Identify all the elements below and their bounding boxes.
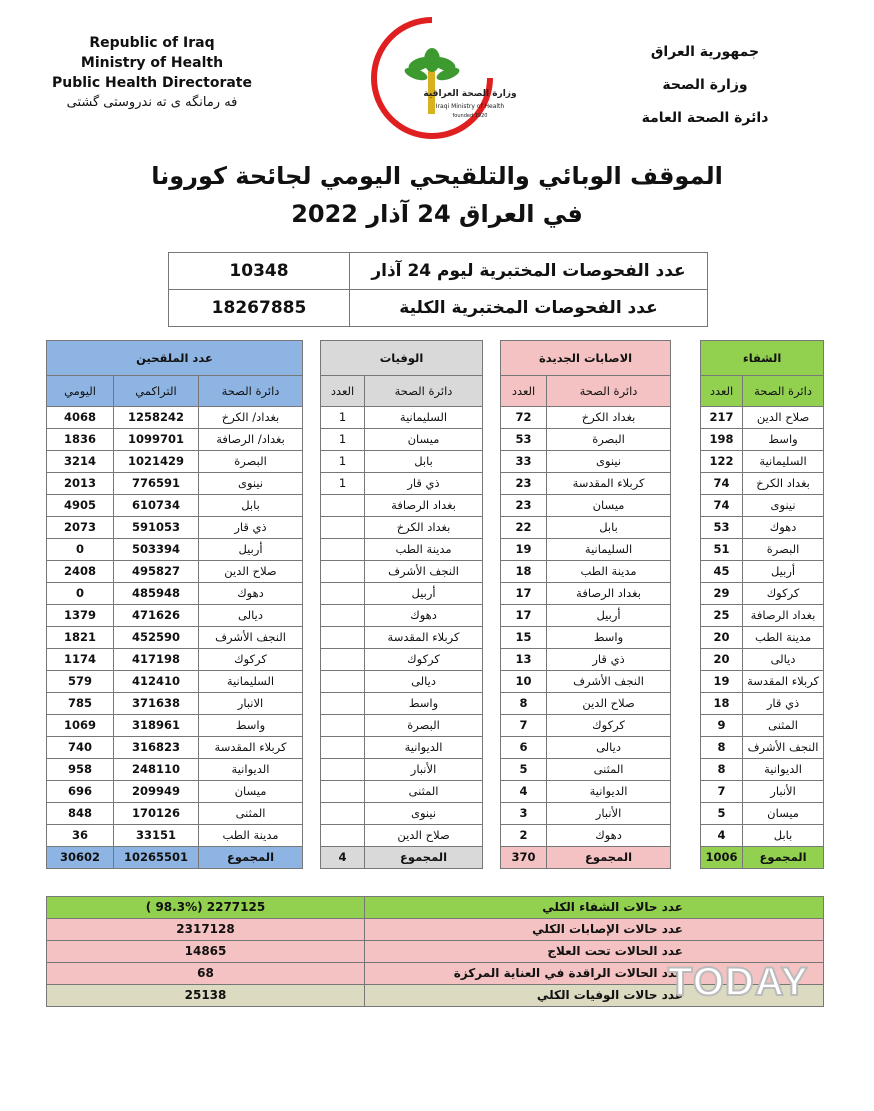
new-cases-dept-cell: أربيل (547, 605, 671, 627)
new-cases-section-title: الاصابات الجديدة (501, 341, 671, 376)
new-cases-count-cell: 17 (501, 583, 547, 605)
vaccinated-total-cumulative: 10265501 (114, 847, 199, 869)
deaths-dept-cell: دهوك (365, 605, 483, 627)
new-cases-count-cell: 7 (501, 715, 547, 737)
recovery-dept-cell: أربيل (743, 561, 824, 583)
header-left-line-1: Republic of Iraq (89, 35, 215, 51)
table-row (47, 583, 824, 605)
vaccinated-dept-cell: المثنى (199, 803, 303, 825)
vaccinated-daily-cell: 696 (47, 781, 114, 803)
deaths-count-cell (321, 671, 365, 693)
new-cases-dept-cell: كربلاء المقدسة (547, 473, 671, 495)
report-title: الموقف الوبائي والتلقيحي اليومي لجائحة كورونا (151, 162, 723, 190)
vaccinated-dept-cell: السليمانية (199, 671, 303, 693)
vaccinated-col-daily: اليومي (47, 376, 114, 407)
recovery-count-cell: 8 (701, 737, 743, 759)
new-cases-dept-cell: واسط (547, 627, 671, 649)
recovery-col-count: العدد (701, 376, 743, 407)
new-cases-count-cell: 13 (501, 649, 547, 671)
table-row (47, 759, 824, 781)
summary-label: عدد حالات الشفاء الكلي (365, 897, 824, 919)
new-cases-count-cell: 22 (501, 517, 547, 539)
vaccinated-col-dept: دائرة الصحة (199, 376, 303, 407)
deaths-section-title: الوفيات (321, 341, 483, 376)
vaccinated-daily-cell: 1174 (47, 649, 114, 671)
table-row (47, 429, 824, 451)
main-statistics-table (46, 340, 824, 869)
recovery-dept-cell: بغداد الكرخ (743, 473, 824, 495)
new-cases-dept-cell: صلاح الدين (547, 693, 671, 715)
deaths-col-count: العدد (321, 376, 365, 407)
new-cases-total-label: المجموع (547, 847, 671, 869)
total-tests-row (169, 290, 708, 327)
vaccinated-daily-cell: 2073 (47, 517, 114, 539)
vaccinated-col-cumulative: التراكمي (114, 376, 199, 407)
new-cases-dept-cell: نينوى (547, 451, 671, 473)
new-cases-dept-cell: مدينة الطب (547, 561, 671, 583)
new-cases-count-cell: 33 (501, 451, 547, 473)
vaccinated-cumulative-cell: 452590 (114, 627, 199, 649)
deaths-dept-cell: البصرة (365, 715, 483, 737)
new-cases-count-cell: 5 (501, 759, 547, 781)
summary-value: 68 (47, 963, 365, 985)
recovery-dept-cell: الديوانية (743, 759, 824, 781)
deaths-dept-cell: الأنبار (365, 759, 483, 781)
recovery-count-cell: 74 (701, 473, 743, 495)
deaths-dept-cell: كربلاء المقدسة (365, 627, 483, 649)
vaccinated-daily-cell: 785 (47, 693, 114, 715)
table-row (47, 715, 824, 737)
vaccinated-cumulative-cell: 776591 (114, 473, 199, 495)
vaccinated-daily-cell: 2408 (47, 561, 114, 583)
vaccinated-cumulative-cell: 318961 (114, 715, 199, 737)
vaccinated-dept-cell: كركوك (199, 649, 303, 671)
table-row (47, 561, 824, 583)
deaths-dept-cell: النجف الأشرف (365, 561, 483, 583)
vaccinated-dept-cell: ذي قار (199, 517, 303, 539)
deaths-count-cell (321, 583, 365, 605)
vaccinated-cumulative-cell: 485948 (114, 583, 199, 605)
new-cases-count-cell: 4 (501, 781, 547, 803)
vaccinated-daily-cell: 4068 (47, 407, 114, 429)
recovery-dept-cell: المثنى (743, 715, 824, 737)
new-cases-col-dept: دائرة الصحة (547, 376, 671, 407)
deaths-dept-cell: كركوك (365, 649, 483, 671)
deaths-dept-cell: بغداد الكرخ (365, 517, 483, 539)
totals-row (47, 847, 824, 869)
vaccinated-section-title: عدد الملقحين (47, 341, 303, 376)
recovery-dept-cell: السليمانية (743, 451, 824, 473)
recovery-count-cell: 53 (701, 517, 743, 539)
new-cases-count-cell: 15 (501, 627, 547, 649)
table-row (47, 671, 824, 693)
vaccinated-dept-cell: واسط (199, 715, 303, 737)
new-cases-dept-cell: الديوانية (547, 781, 671, 803)
recovery-count-cell: 45 (701, 561, 743, 583)
vaccinated-daily-cell: 3214 (47, 451, 114, 473)
vaccinated-dept-cell: كربلاء المقدسة (199, 737, 303, 759)
deaths-count-cell (321, 539, 365, 561)
table-row (47, 407, 824, 429)
summary-label: عدد الحالات تحت العلاج (365, 941, 824, 963)
deaths-dept-cell: السليمانية (365, 407, 483, 429)
new-cases-dept-cell: بغداد الكرخ (547, 407, 671, 429)
new-cases-dept-cell: المثنى (547, 759, 671, 781)
vaccinated-dept-cell: بغداد/ الكرخ (199, 407, 303, 429)
deaths-count-cell (321, 605, 365, 627)
table-row (47, 649, 824, 671)
deaths-count-cell (321, 517, 365, 539)
deaths-count-cell: 1 (321, 407, 365, 429)
table-row (47, 803, 824, 825)
lab-tests-table (168, 252, 708, 327)
recovery-count-cell: 8 (701, 759, 743, 781)
vaccinated-dept-cell: مدينة الطب (199, 825, 303, 847)
vaccinated-dept-cell: نينوى (199, 473, 303, 495)
vaccinated-cumulative-cell: 471626 (114, 605, 199, 627)
header-left-line-2: Ministry of Health (80, 55, 224, 71)
deaths-count-cell (321, 649, 365, 671)
header-left-line-4: فه رمانگه ى ته ندروستى گشتى (66, 95, 238, 110)
vaccinated-dept-cell: أربيل (199, 539, 303, 561)
vaccinated-daily-cell: 1379 (47, 605, 114, 627)
summary-value: 2317128 (47, 919, 365, 941)
deaths-dept-cell: مدينة الطب (365, 539, 483, 561)
recovery-count-cell: 5 (701, 803, 743, 825)
recovery-count-cell: 20 (701, 627, 743, 649)
new-cases-dept-cell: الأنبار (547, 803, 671, 825)
header-left-line-3: Public Health Directorate (52, 75, 252, 91)
recovery-count-cell: 7 (701, 781, 743, 803)
table-row (47, 539, 824, 561)
daily-tests-value: 10348 (169, 253, 350, 290)
vaccinated-cumulative-cell: 412410 (114, 671, 199, 693)
logo-arabic-name: وزارة الصحة العراقية (423, 89, 517, 99)
new-cases-count-cell: 18 (501, 561, 547, 583)
new-cases-count-cell: 23 (501, 495, 547, 517)
recovery-dept-cell: صلاح الدين (743, 407, 824, 429)
recovery-col-dept: دائرة الصحة (743, 376, 824, 407)
vaccinated-daily-cell: 36 (47, 825, 114, 847)
table-row (47, 737, 824, 759)
recovery-count-cell: 25 (701, 605, 743, 627)
new-cases-count-cell: 8 (501, 693, 547, 715)
vaccinated-daily-cell: 848 (47, 803, 114, 825)
deaths-total: 4 (321, 847, 365, 869)
vaccinated-dept-cell: دهوك (199, 583, 303, 605)
deaths-count-cell (321, 495, 365, 517)
deaths-dept-cell: واسط (365, 693, 483, 715)
summary-row (47, 919, 824, 941)
deaths-count-cell: 1 (321, 473, 365, 495)
recovery-count-cell: 217 (701, 407, 743, 429)
recovery-dept-cell: ميسان (743, 803, 824, 825)
vaccinated-dept-cell: ديالى (199, 605, 303, 627)
vaccinated-cumulative-cell: 371638 (114, 693, 199, 715)
table-row (47, 825, 824, 847)
summary-row (47, 897, 824, 919)
vaccinated-daily-cell: 740 (47, 737, 114, 759)
total-tests-value: 18267885 (169, 290, 350, 327)
vaccinated-daily-cell: 0 (47, 539, 114, 561)
vaccinated-dept-cell: الانبار (199, 693, 303, 715)
new-cases-dept-cell: ميسان (547, 495, 671, 517)
vaccinated-daily-cell: 958 (47, 759, 114, 781)
deaths-count-cell (321, 737, 365, 759)
new-cases-total: 370 (501, 847, 547, 869)
table-row (47, 517, 824, 539)
deaths-count-cell (321, 825, 365, 847)
deaths-dept-cell: أربيل (365, 583, 483, 605)
vaccinated-daily-cell: 579 (47, 671, 114, 693)
vaccinated-daily-cell: 2013 (47, 473, 114, 495)
recovery-dept-cell: نينوى (743, 495, 824, 517)
vaccinated-cumulative-cell: 209949 (114, 781, 199, 803)
recovery-dept-cell: ذي قار (743, 693, 824, 715)
new-cases-count-cell: 72 (501, 407, 547, 429)
new-cases-count-cell: 2 (501, 825, 547, 847)
summary-value: 14865 (47, 941, 365, 963)
vaccinated-cumulative-cell: 1021429 (114, 451, 199, 473)
new-cases-dept-cell: كركوك (547, 715, 671, 737)
deaths-count-cell (321, 759, 365, 781)
vaccinated-total-label: المجموع (199, 847, 303, 869)
recovery-count-cell: 9 (701, 715, 743, 737)
recovery-dept-cell: كركوك (743, 583, 824, 605)
new-cases-col-count: العدد (501, 376, 547, 407)
vaccinated-cumulative-cell: 1099701 (114, 429, 199, 451)
recovery-count-cell: 74 (701, 495, 743, 517)
new-cases-dept-cell: النجف الأشرف (547, 671, 671, 693)
header-left-block (52, 33, 252, 113)
logo-year: founded 1920 (452, 113, 488, 119)
header-right-line-3: دائرة الصحة العامة (641, 110, 769, 126)
vaccinated-cumulative-cell: 170126 (114, 803, 199, 825)
table-row (47, 473, 824, 495)
new-cases-dept-cell: البصرة (547, 429, 671, 451)
vaccinated-dept-cell: بابل (199, 495, 303, 517)
today-watermark: TODAY (668, 960, 809, 1004)
new-cases-dept-cell: السليمانية (547, 539, 671, 561)
vaccinated-cumulative-cell: 503394 (114, 539, 199, 561)
vaccinated-dept-cell: الديوانية (199, 759, 303, 781)
deaths-col-dept: دائرة الصحة (365, 376, 483, 407)
vaccinated-cumulative-cell: 610734 (114, 495, 199, 517)
recovery-count-cell: 198 (701, 429, 743, 451)
table-row (47, 451, 824, 473)
header-right-line-1: جمهورية العراق (650, 44, 760, 60)
vaccinated-daily-cell: 1836 (47, 429, 114, 451)
recovery-count-cell: 29 (701, 583, 743, 605)
summary-value: 25138 (47, 985, 365, 1007)
deaths-dept-cell: المثنى (365, 781, 483, 803)
header-right-line-2: وزارة الصحة (662, 77, 748, 93)
deaths-dept-cell: صلاح الدين (365, 825, 483, 847)
header-right-block (640, 36, 770, 135)
vaccinated-daily-cell: 1069 (47, 715, 114, 737)
vaccinated-total-daily: 30602 (47, 847, 114, 869)
section-header-row (47, 341, 824, 376)
vaccinated-daily-cell: 1821 (47, 627, 114, 649)
new-cases-dept-cell: بغداد الرصافة (547, 583, 671, 605)
deaths-dept-cell: ذي قار (365, 473, 483, 495)
vaccinated-cumulative-cell: 591053 (114, 517, 199, 539)
summary-label: عدد حالات الإصابات الكلي (365, 919, 824, 941)
recovery-dept-cell: دهوك (743, 517, 824, 539)
new-cases-count-cell: 19 (501, 539, 547, 561)
new-cases-dept-cell: ديالى (547, 737, 671, 759)
table-row (47, 605, 824, 627)
deaths-count-cell (321, 693, 365, 715)
deaths-dept-cell: ميسان (365, 429, 483, 451)
daily-tests-label: عدد الفحوصات المختبرية ليوم 24 آذار (350, 253, 708, 290)
recovery-count-cell: 20 (701, 649, 743, 671)
new-cases-dept-cell: بابل (547, 517, 671, 539)
summary-label: عدد الحالات الراقدة في العناية المركزة (365, 963, 824, 985)
deaths-dept-cell: ديالى (365, 671, 483, 693)
recovery-dept-cell: النجف الأشرف (743, 737, 824, 759)
recovery-dept-cell: الأنبار (743, 781, 824, 803)
recovery-total: 1006 (701, 847, 743, 869)
recovery-dept-cell: واسط (743, 429, 824, 451)
deaths-dept-cell: نينوى (365, 803, 483, 825)
vaccinated-dept-cell: بغداد/ الرصافة (199, 429, 303, 451)
deaths-dept-cell: بابل (365, 451, 483, 473)
vaccinated-dept-cell: البصرة (199, 451, 303, 473)
recovery-count-cell: 122 (701, 451, 743, 473)
daily-tests-row (169, 253, 708, 290)
total-tests-label: عدد الفحوصات المختبرية الكلية (350, 290, 708, 327)
new-cases-count-cell: 53 (501, 429, 547, 451)
deaths-count-cell: 1 (321, 429, 365, 451)
vaccinated-dept-cell: ميسان (199, 781, 303, 803)
new-cases-count-cell: 17 (501, 605, 547, 627)
new-cases-dept-cell: ذي قار (547, 649, 671, 671)
vaccinated-cumulative-cell: 417198 (114, 649, 199, 671)
new-cases-count-cell: 3 (501, 803, 547, 825)
table-row (47, 627, 824, 649)
deaths-dept-cell: بغداد الرصافة (365, 495, 483, 517)
new-cases-count-cell: 10 (501, 671, 547, 693)
vaccinated-cumulative-cell: 495827 (114, 561, 199, 583)
deaths-total-label: المجموع (365, 847, 483, 869)
recovery-total-label: المجموع (743, 847, 824, 869)
recovery-count-cell: 18 (701, 693, 743, 715)
deaths-count-cell: 1 (321, 451, 365, 473)
vaccinated-cumulative-cell: 1258242 (114, 407, 199, 429)
summary-value: ( 98.3%) 2277125 (47, 897, 365, 919)
vaccinated-cumulative-cell: 248110 (114, 759, 199, 781)
deaths-dept-cell: الديوانية (365, 737, 483, 759)
ministry-logo (362, 14, 517, 144)
new-cases-count-cell: 23 (501, 473, 547, 495)
report-date: في العراق 24 آذار 2022 (291, 200, 583, 228)
deaths-count-cell (321, 715, 365, 737)
new-cases-count-cell: 6 (501, 737, 547, 759)
logo-english-name: Iraqi Ministry of Health (435, 103, 505, 110)
table-row (47, 781, 824, 803)
recovery-section-title: الشفاء (701, 341, 824, 376)
vaccinated-dept-cell: النجف الأشرف (199, 627, 303, 649)
recovery-dept-cell: كربلاء المقدسة (743, 671, 824, 693)
recovery-dept-cell: البصرة (743, 539, 824, 561)
recovery-count-cell: 4 (701, 825, 743, 847)
recovery-dept-cell: بابل (743, 825, 824, 847)
recovery-count-cell: 51 (701, 539, 743, 561)
summary-label: عدد حالات الوفيات الكلي (365, 985, 824, 1007)
vaccinated-daily-cell: 0 (47, 583, 114, 605)
deaths-count-cell (321, 803, 365, 825)
vaccinated-cumulative-cell: 316823 (114, 737, 199, 759)
vaccinated-daily-cell: 4905 (47, 495, 114, 517)
vaccinated-cumulative-cell: 33151 (114, 825, 199, 847)
deaths-count-cell (321, 781, 365, 803)
recovery-count-cell: 19 (701, 671, 743, 693)
recovery-dept-cell: ديالى (743, 649, 824, 671)
new-cases-dept-cell: دهوك (547, 825, 671, 847)
column-header-row (47, 376, 824, 407)
recovery-dept-cell: بغداد الرصافة (743, 605, 824, 627)
vaccinated-dept-cell: صلاح الدين (199, 561, 303, 583)
table-row (47, 495, 824, 517)
recovery-dept-cell: مدينة الطب (743, 627, 824, 649)
deaths-count-cell (321, 561, 365, 583)
table-row (47, 693, 824, 715)
deaths-count-cell (321, 627, 365, 649)
